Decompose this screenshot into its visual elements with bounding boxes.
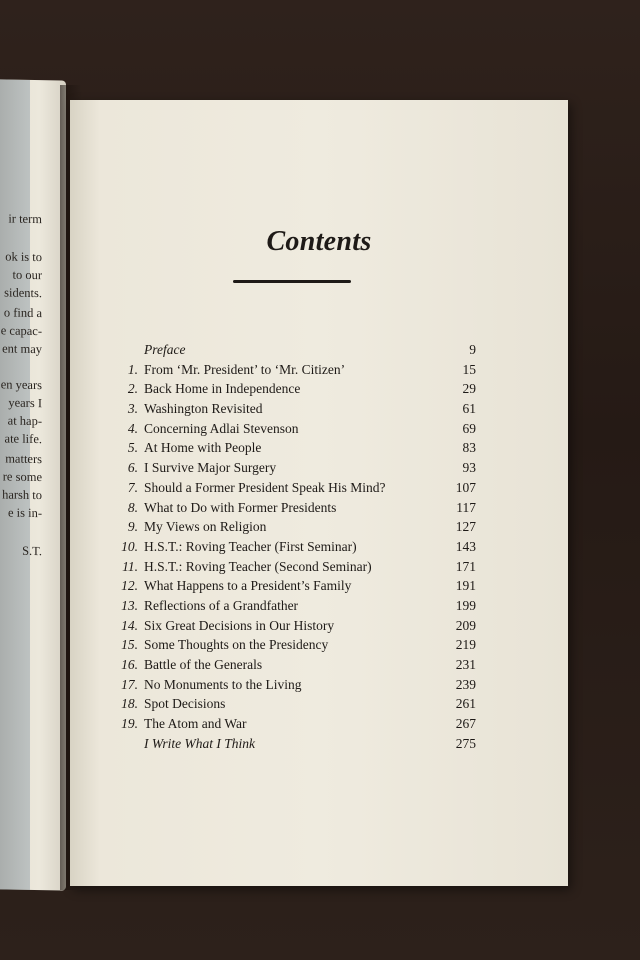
chapter-title: I Write What I Think [144,735,255,751]
toc-entry [112,714,476,734]
chapter-title: Spot Decisions [144,696,226,712]
toc-entry [112,576,476,596]
chapter-title: Battle of the Generals [144,657,263,672]
toc-entry [112,478,476,498]
page-number: 61 [462,401,476,417]
chapter-number: 1. [127,361,138,377]
page-number: 9 [469,342,476,357]
toc-entry [112,438,476,458]
contents-page [70,100,568,886]
toc-entry [112,694,476,714]
chapter-number: 8. [127,499,138,515]
chapter-title: What Happens to a President’s Family [144,578,352,594]
toc-entry [112,596,476,616]
page-number: 209 [455,617,476,633]
page-number: 261 [455,696,476,712]
toc-entry [112,557,476,577]
chapter-number: 10. [121,538,138,554]
left-page-line: o find a [3,305,42,321]
chapter-title: Should a Former President Speak His Mind? [144,479,386,495]
left-page-line: ok is to [5,249,42,265]
page-number: 117 [456,499,476,515]
page-number: 127 [455,519,476,535]
page-number: 29 [462,381,476,397]
toc-entry [112,517,476,537]
chapter-title: Reflections of a Grandfather [144,597,299,613]
chapter-number: 11. [122,558,138,574]
toc-entry [112,537,476,557]
left-page-line: re some [2,469,42,485]
chapter-title: The Atom and War [144,716,247,732]
toc-entry [112,360,476,380]
left-page-line: ir term [8,211,42,227]
chapter-title: My Views on Religion [144,519,267,535]
chapter-number: 12. [121,578,138,594]
left-page-line: en years [0,377,42,393]
toc-entry [112,635,476,655]
page-number: 69 [462,420,476,436]
title-rule [233,280,351,283]
chapter-number: 14. [121,617,138,633]
left-page-line: years I [8,395,42,411]
chapter-number: 3. [127,401,138,417]
chapter-number: 17. [121,676,138,692]
toc-entry [112,399,476,419]
toc-entry [112,340,476,360]
page-number: 267 [455,716,476,732]
page-number: 93 [462,460,476,476]
chapter-title: What to Do with Former Presidents [144,499,337,515]
left-page-line: sidents. [4,285,42,301]
chapter-title: Back Home in Independence [144,381,301,397]
toc-entry [112,458,476,478]
page-number: 219 [455,637,476,653]
chapter-number: 13. [121,597,138,613]
chapter-number: 4. [127,420,138,436]
chapter-number: 5. [127,440,138,456]
toc-entry [112,379,476,399]
chapter-number: 16. [121,657,138,672]
left-page [0,79,66,890]
chapter-number: 7. [127,479,138,495]
chapter-title: Concerning Adlai Stevenson [144,420,299,436]
toc-entry [112,498,476,518]
page-number: 199 [455,597,476,613]
toc-entry [112,675,476,695]
toc-entry [112,616,476,636]
toc-entry [112,655,476,675]
page-number: 275 [455,735,476,751]
page-number: 239 [455,676,476,692]
left-page-line: e capac- [0,323,42,339]
page-number: 83 [462,440,476,456]
chapter-number: 6. [127,460,138,476]
left-page-line: ate life. [4,431,42,447]
table-of-contents [112,340,476,753]
left-page-line: e is in- [7,505,42,521]
chapter-title: Washington Revisited [144,401,263,417]
page-number: 107 [455,479,476,495]
page-number: 191 [455,578,476,594]
chapter-number: 18. [121,696,138,712]
left-page-line: at hap- [7,413,42,429]
left-page-line: harsh to [2,487,42,503]
chapter-title: I Survive Major Surgery [144,460,277,476]
chapter-number: 2. [127,381,138,397]
left-page-line: S.T. [22,543,42,559]
chapter-title: Preface [144,342,186,357]
chapter-title: From ‘Mr. President’ to ‘Mr. Citizen’ [144,361,346,377]
chapter-number: 15. [121,637,138,653]
page-number: 143 [455,538,476,554]
left-page-line: ent may [2,341,42,357]
page-number: 171 [455,558,476,574]
chapter-title: Six Great Decisions in Our History [144,617,335,633]
toc-entry [112,734,476,754]
chapter-number: 19. [121,716,138,732]
chapter-title: H.S.T.: Roving Teacher (First Seminar) [144,538,357,554]
left-page-line: to our [12,267,42,283]
page-number: 231 [455,657,476,672]
chapter-title: At Home with People [144,440,262,456]
page-number: 15 [462,361,476,377]
chapter-number: 9. [127,519,138,535]
chapter-title: No Monuments to the Living [144,676,302,692]
toc-entry [112,419,476,439]
page-title: Contents [266,226,372,257]
left-page-line: matters [5,451,42,467]
chapter-title: H.S.T.: Roving Teacher (Second Seminar) [144,558,372,574]
chapter-title: Some Thoughts on the Presidency [144,637,329,653]
